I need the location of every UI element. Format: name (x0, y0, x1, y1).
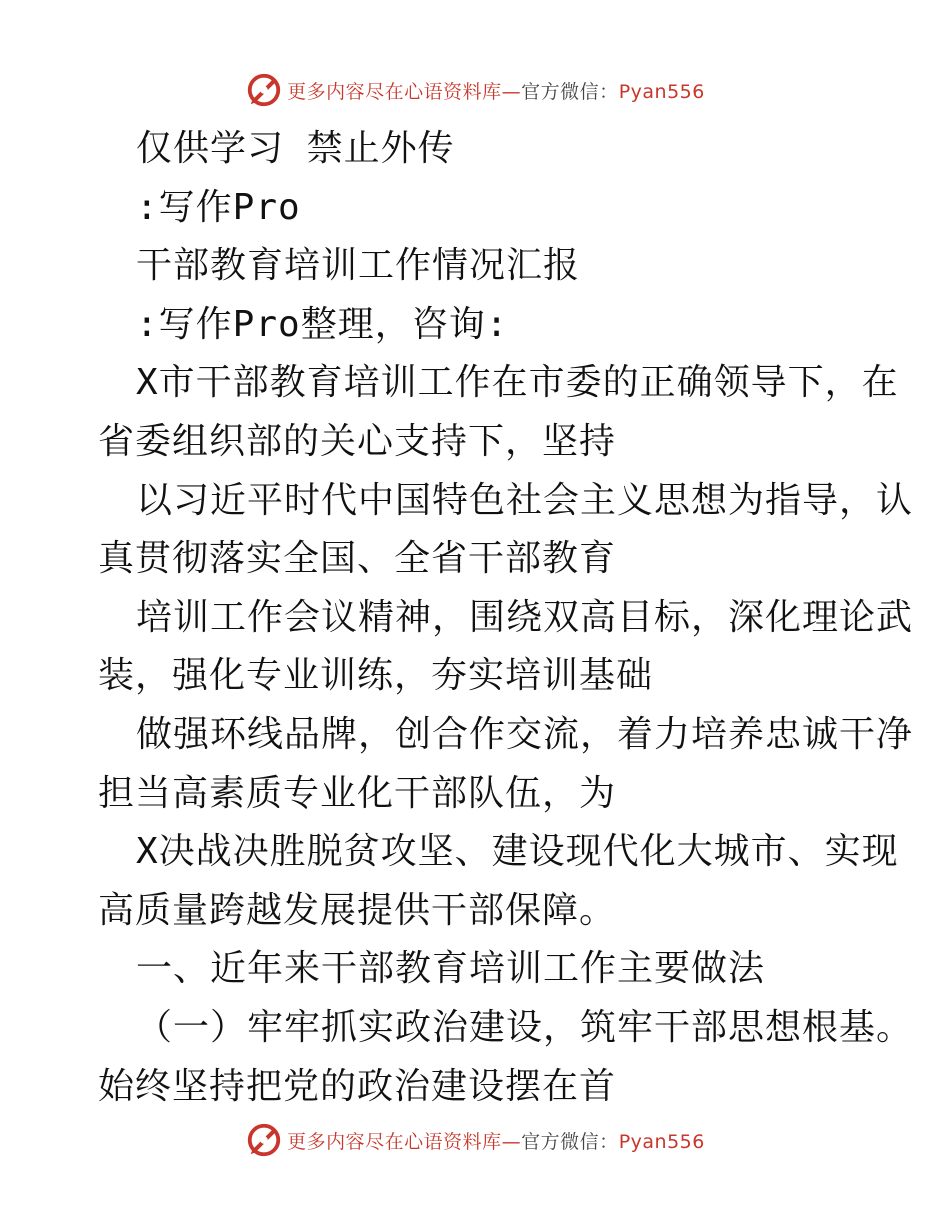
watermark-text (287, 1127, 705, 1154)
section-heading: 一、近年来干部教育培训工作主要做法 (136, 948, 766, 990)
watermark-contact-label: 官方微信： (521, 1130, 619, 1153)
subsection-heading: （一）牢牢抓实政治建设，筑牢干部思想根基。 (136, 1006, 914, 1048)
watermark-handle: Pyan556 (618, 1130, 705, 1153)
watermark-dash: — (501, 1130, 522, 1153)
header-watermark (0, 68, 950, 112)
paragraph-line: X市干部教育培训工作在市委的正确领导下，在 (136, 362, 899, 404)
paragraph-line: 始终坚持把党的政治建设摆在首 (98, 1065, 617, 1107)
document-title: 干部教育培训工作情况汇报 (136, 245, 581, 287)
paragraph-line: 装，强化专业训练，夯实培训基础 (98, 655, 654, 697)
watermark-dash: — (501, 80, 522, 103)
author-line: :写作Pro (136, 186, 301, 228)
paragraph-line: X决战决胜脱贫攻坚、建设现代化大城市、实现 (136, 831, 899, 873)
watermark-handle: Pyan556 (618, 80, 705, 103)
watermark-site-text: 更多内容尽在心语资料库 (287, 80, 502, 103)
notice-line: 仅供学习 禁止外传 (136, 128, 455, 169)
paragraph-line: 培训工作会议精神，围绕双高目标，深化理论武 (136, 596, 914, 638)
footer-watermark (0, 1118, 950, 1162)
watermark-contact-label: 官方微信： (521, 80, 619, 103)
document-body (98, 120, 914, 1116)
paragraph-line: 真贯彻落实全国、全省干部教育 (98, 538, 617, 580)
paragraph-line: 省委组织部的关心支持下，坚持 (98, 420, 617, 462)
paragraph-line: 做强环线品牌，创合作交流，着力培养忠诚干净 (136, 713, 914, 755)
pen-logo-icon (245, 1121, 283, 1159)
watermark-text (287, 77, 705, 104)
paragraph-line: 高质量跨越发展提供干部保障。 (98, 889, 617, 931)
paragraph-line: 担当高素质专业化干部队伍，为 (98, 772, 617, 814)
pen-logo-icon (245, 71, 283, 109)
watermark-site-text: 更多内容尽在心语资料库 (287, 1130, 502, 1153)
compiler-line: :写作Pro整理，咨询: (136, 303, 509, 345)
paragraph-line: 以习近平时代中国特色社会主义思想为指导，认 (136, 479, 914, 521)
